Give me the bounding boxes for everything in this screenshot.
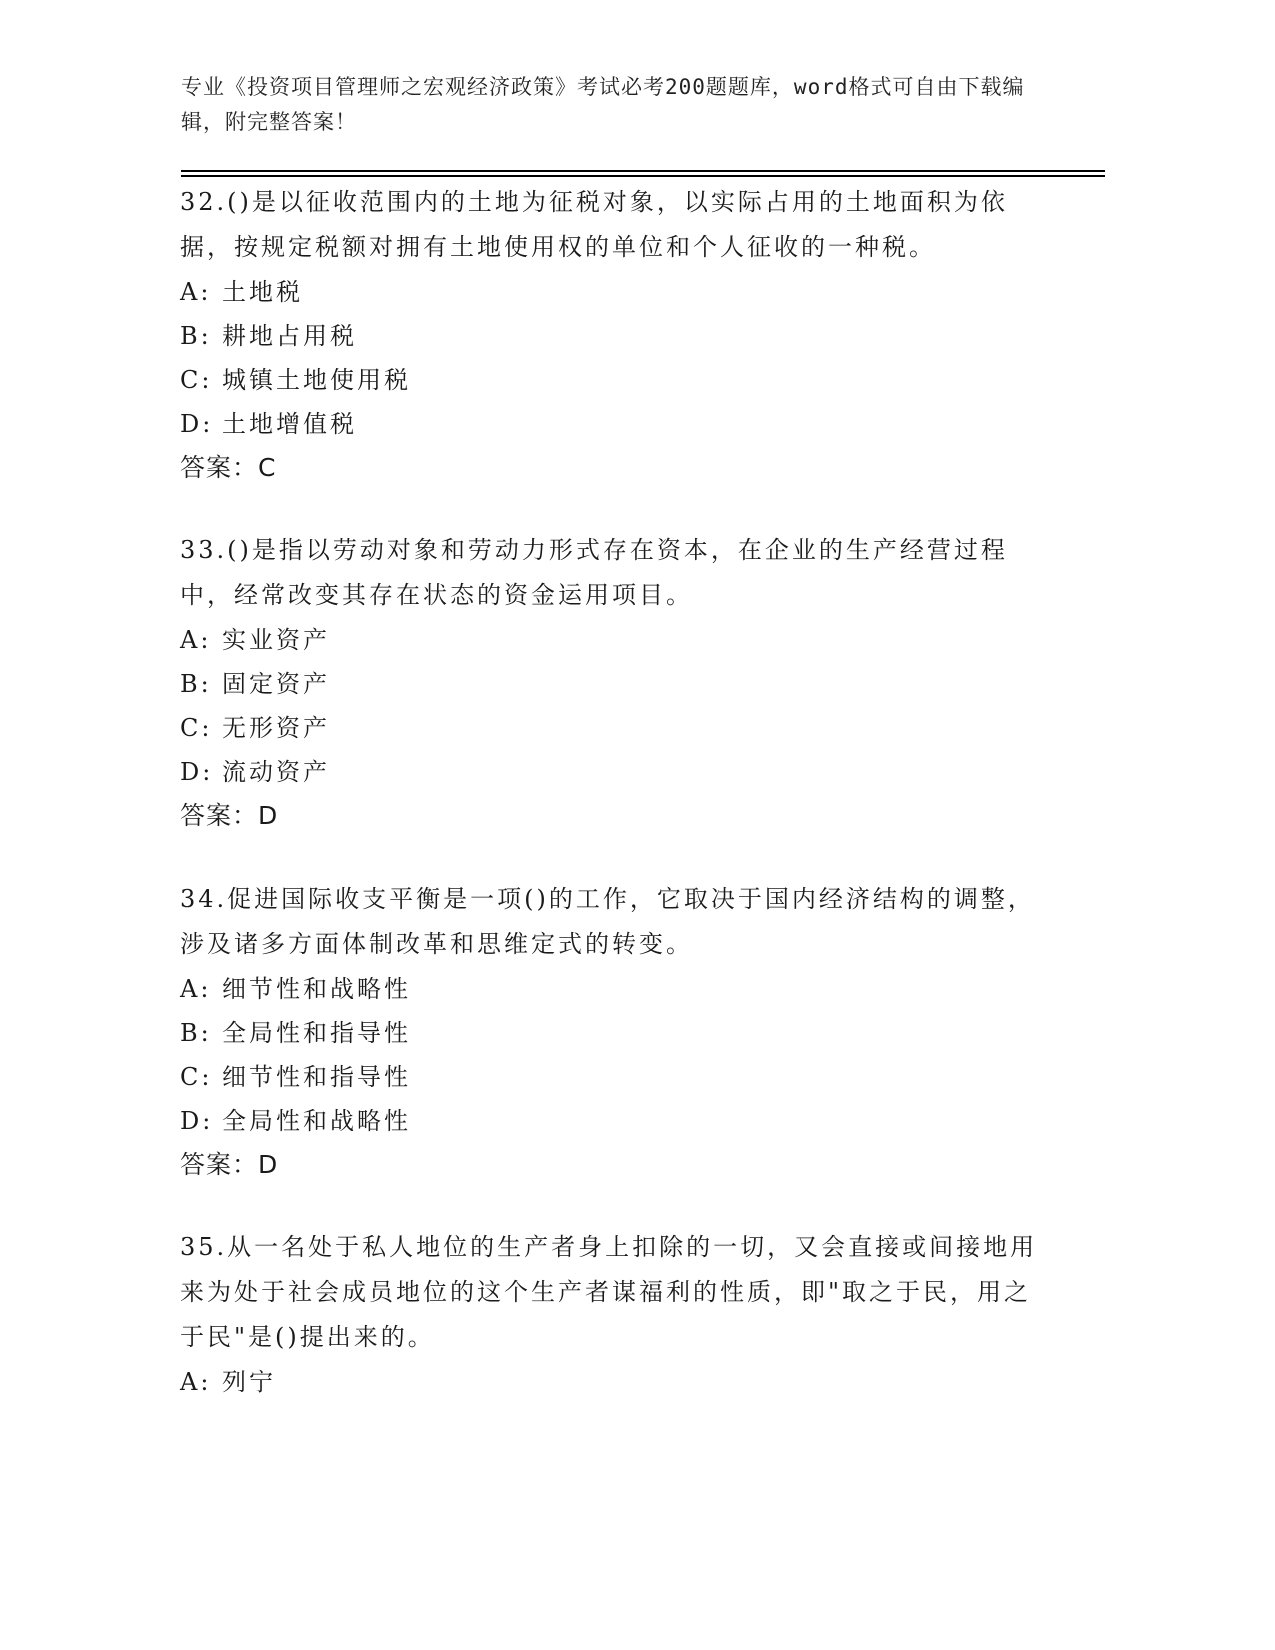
question-block	[180, 1225, 1050, 1404]
option-text: 细节性和战略性	[222, 975, 411, 1003]
option-text: 全局性和战略性	[222, 1107, 411, 1135]
option-text: 列宁	[222, 1368, 276, 1396]
option-key: D:	[180, 410, 214, 438]
option-key: A:	[180, 278, 212, 306]
option-text: 固定资产	[222, 670, 330, 698]
option-text: 流动资产	[222, 758, 330, 786]
option-key: A:	[180, 1368, 212, 1396]
option-text: 城镇土地使用税	[222, 366, 411, 394]
option-b	[180, 314, 1050, 358]
answer-text: 答案：C	[180, 453, 277, 482]
question-text: 34.促进国际收支平衡是一项()的工作，它取决于国内经济结构的调整，涉及诸多方面体制改革和思维定式的转变。	[180, 885, 1035, 958]
header-rule-bottom	[181, 175, 1105, 177]
option-d	[180, 750, 1050, 794]
option-d	[180, 1099, 1050, 1143]
option-d	[180, 402, 1050, 446]
answer-text: 答案：D	[180, 801, 279, 830]
option-key: B:	[180, 322, 212, 350]
question-text: 35.从一名处于私人地位的生产者身上扣除的一切，又会直接或间接地用来为处于社会成员地位的这个生产者谋福利的性质，即"取之于民，用之于民"是()提出来的。	[180, 1233, 1038, 1351]
option-key: D:	[180, 758, 214, 786]
option-c	[180, 706, 1050, 750]
option-text: 土地增值税	[222, 410, 357, 438]
question-text: 32.()是以征收范围内的土地为征税对象，以实际占用的土地面积为依据，按规定税额对拥有土地使用权的单位和个人征收的一种税。	[180, 188, 1008, 261]
option-a	[180, 618, 1050, 662]
option-text: 耕地占用税	[222, 322, 357, 350]
option-a	[180, 270, 1050, 314]
option-key: C:	[180, 1063, 213, 1091]
option-text: 全局性和指导性	[222, 1019, 411, 1047]
option-text: 土地税	[222, 278, 303, 306]
option-key: A:	[180, 975, 212, 1003]
option-text: 实业资产	[222, 626, 330, 654]
option-key: D:	[180, 1107, 214, 1135]
header-rule-top	[181, 170, 1105, 172]
option-b	[180, 662, 1050, 706]
option-key: B:	[180, 1019, 212, 1047]
option-a	[180, 967, 1050, 1011]
question-block	[180, 528, 1050, 838]
document-header: 专业《投资项目管理师之宏观经济政策》考试必考200题题库，word格式可自由下载编辑，附完整答案！	[181, 75, 1025, 134]
option-key: C:	[180, 714, 213, 742]
question-block	[180, 180, 1050, 490]
option-key: B:	[180, 670, 212, 698]
option-b	[180, 1011, 1050, 1055]
answer-text: 答案：D	[180, 1150, 279, 1179]
question-text: 33.()是指以劳动对象和劳动力形式存在资本，在企业的生产经营过程中，经常改变其存在状态的资金运用项目。	[180, 536, 1008, 609]
option-text: 细节性和指导性	[222, 1063, 411, 1091]
option-c	[180, 1055, 1050, 1099]
option-a	[180, 1360, 1050, 1404]
option-key: C:	[180, 366, 213, 394]
option-key: A:	[180, 626, 212, 654]
option-text: 无形资产	[222, 714, 330, 742]
question-block	[180, 877, 1050, 1187]
option-c	[180, 358, 1050, 402]
